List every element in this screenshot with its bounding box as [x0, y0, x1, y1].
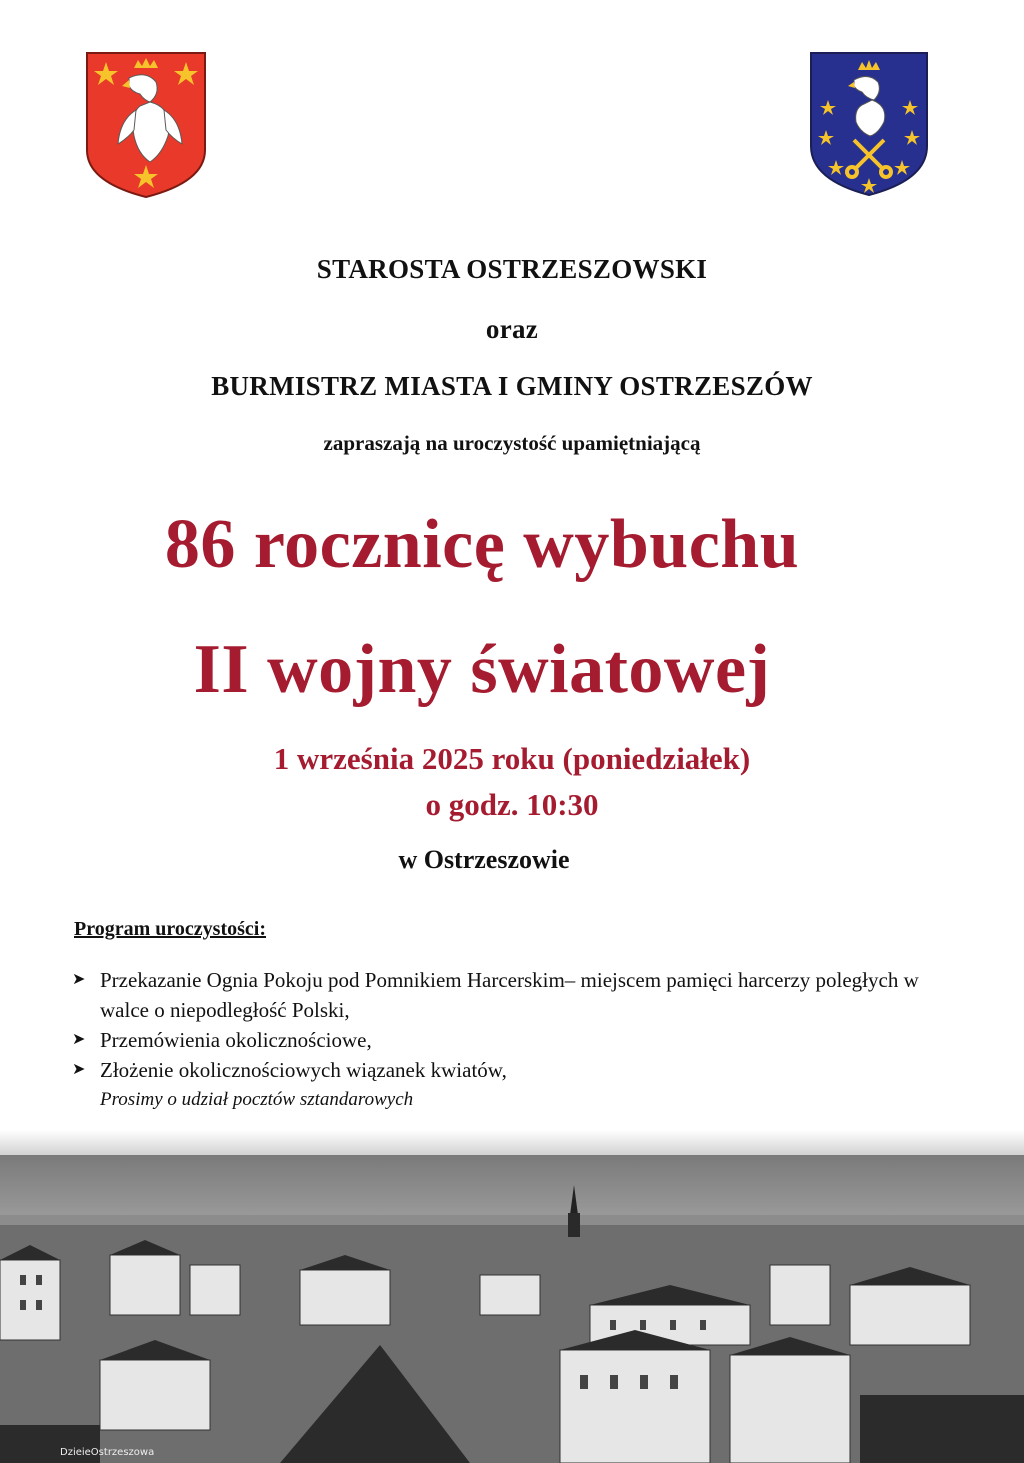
header-burmistrz: BURMISTRZ MIASTA I GMINY OSTRZESZÓW — [211, 371, 813, 401]
program-item-text: Przemówienia okolicznościowe, — [100, 1028, 372, 1052]
arrow-bullet-icon: ➤ — [72, 971, 86, 988]
title-line-2: II wojny światowej — [193, 631, 771, 708]
program-list — [72, 965, 972, 1115]
photo-watermark: DzieieOstrzeszowa — [60, 1447, 155, 1458]
title-line-1: 86 rocznicę wybuchu — [164, 506, 800, 583]
program-item-text: Złożenie okolicznościowych wiązanek kwiatów, — [100, 1058, 507, 1082]
town-crest-icon — [808, 50, 930, 198]
event-date: 1 września 2025 roku (poniedziałek) — [273, 741, 751, 776]
header-invitation: zapraszają na uroczystość upamiętniającą — [323, 431, 701, 455]
arrow-bullet-icon: ➤ — [72, 1061, 86, 1078]
program-item — [72, 1025, 972, 1055]
program-heading: Program uroczystości: — [74, 918, 266, 940]
program-item — [72, 965, 972, 1025]
header-starosta: STAROSTA OSTRZESZOWSKI — [316, 254, 708, 284]
header-oraz: oraz — [485, 314, 539, 344]
event-time: o godz. 10:30 — [425, 787, 599, 822]
event-place: w Ostrzeszowie — [398, 845, 570, 874]
historic-town-photo — [0, 1155, 1024, 1463]
program-item-text: Przekazanie Ognia Pokoju pod Pomnikiem Harcerskim– miejscem pamięci harcerzy poległych w walce o niepodległość Polski, — [100, 968, 919, 1022]
county-crest-icon — [84, 50, 208, 200]
program-item — [72, 1055, 972, 1085]
program-note: Prosimy o udział pocztów sztandarowych — [100, 1089, 414, 1110]
arrow-bullet-icon: ➤ — [72, 1031, 86, 1048]
